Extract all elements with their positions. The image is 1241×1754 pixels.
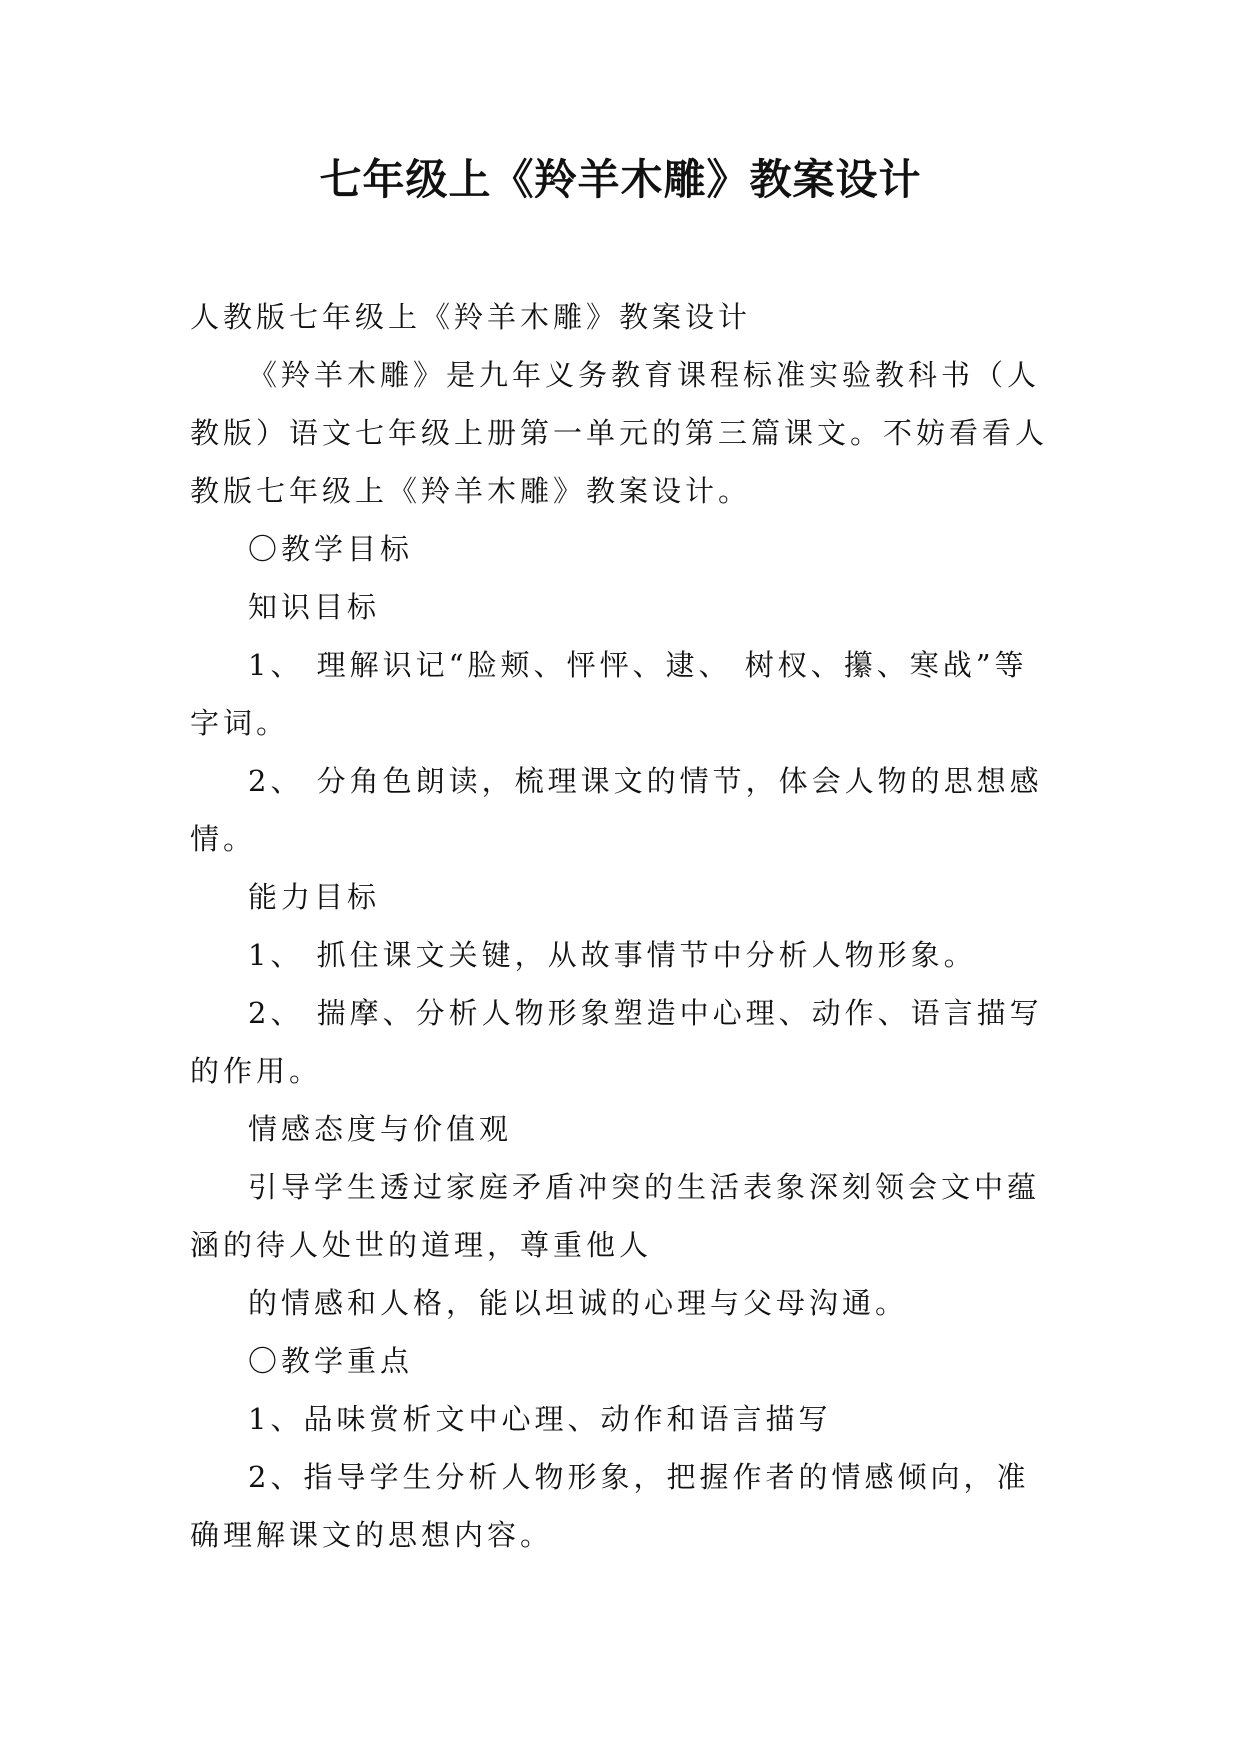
ability-goal-1: 1、 抓住课文关键，从故事情节中分析人物形象。	[248, 938, 977, 972]
subtitle-paragraph: 人教版七年级上《羚羊木雕》教案设计	[190, 300, 752, 334]
subheading-values: 情感态度与价值观	[248, 1112, 513, 1146]
ability-goal-2: 2、 揣摩、分析人物形象塑造中心理、动作、语言描写的作用。	[190, 996, 1043, 1088]
section-heading-teaching-goals: 〇教学目标	[248, 532, 414, 566]
knowledge-goal-1: 1、 理解识记“脸颊、怦怦、逮、 树杈、攥、寒战”等字词。	[190, 648, 1028, 740]
subheading-ability-goals: 能力目标	[248, 880, 381, 914]
values-continuation: 的情感和人格，能以坦诚的心理与父母沟通。	[248, 1286, 909, 1320]
intro-paragraph: 《羚羊木雕》是九年义务教育课程标准实验教科书（人教版）语文七年级上册第一单元的第三篇课文。不妨看看人教版七年级上《羚羊木雕》教案设计。	[190, 358, 1049, 508]
section-heading-key-points: 〇教学重点	[248, 1344, 414, 1378]
key-point-1: 1、品味赏析文中心理、动作和语言描写	[248, 1402, 832, 1436]
document-title: 七年级上《羚羊木雕》教案设计	[319, 155, 922, 204]
subheading-knowledge-goals: 知识目标	[248, 590, 381, 624]
values-paragraph: 引导学生透过家庭矛盾冲突的生活表象深刻领会文中蕴涵的待人处世的道理，尊重他人	[190, 1170, 1041, 1262]
key-point-2: 2、指导学生分析人物形象，把握作者的情感倾向，准确理解课文的思想内容。	[190, 1460, 1030, 1552]
document-body	[190, 288, 1050, 1564]
knowledge-goal-2: 2、 分角色朗读，梳理课文的情节，体会人物的思想感情。	[190, 764, 1043, 856]
